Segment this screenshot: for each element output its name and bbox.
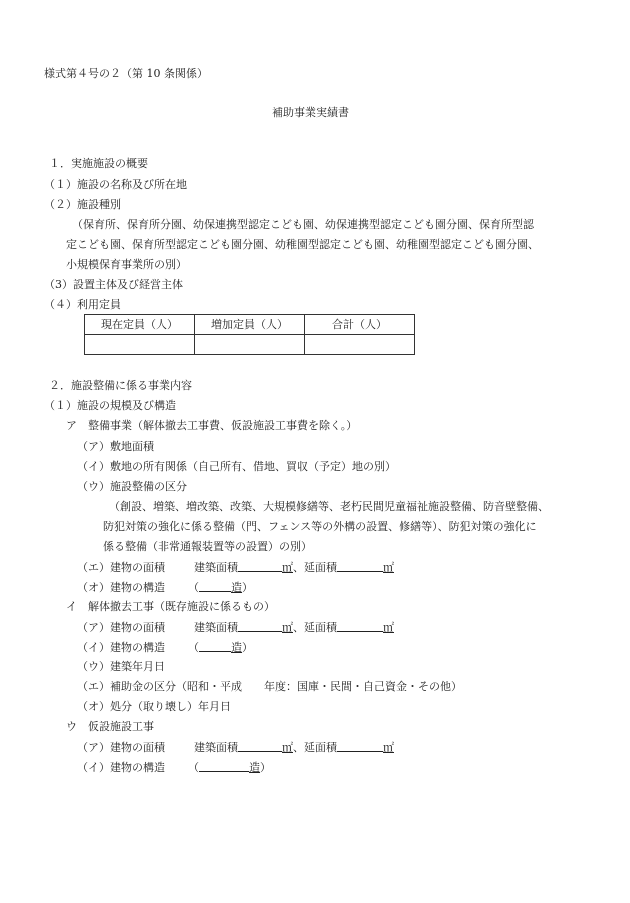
a-floor-area-caption: 、延面積 [293,561,337,574]
a-structure-input[interactable] [199,581,231,592]
b-structure-suffix: 造 [231,641,242,654]
c-structure-suffix: 造 [249,761,260,774]
a-floor-area-input[interactable] [337,561,383,572]
capacity-value-current[interactable] [85,335,195,355]
b-structure-input[interactable] [199,641,231,652]
b-building-area-unit: ㎡ [282,621,293,634]
c-structure-label: （イ）建物の構造 [77,761,165,774]
b-subsidy-category: （エ）補助金の区分（昭和・平成 年度：国庫・民間・自己資金・その他） [77,680,462,693]
c-floor-area-input[interactable] [337,741,383,752]
capacity-table-value-row [85,335,415,355]
b-building-area-input[interactable] [238,621,282,632]
b-building-area-row [77,621,394,633]
section2-heading: ２．施設整備に係る事業内容 [49,379,192,392]
a-category-note-line3: 係る整備（非常通報装置等の設置）の別） [103,540,312,553]
c-structure-row [77,761,271,773]
page-title: 補助事業実績書 [272,106,349,119]
b-structure-row [77,641,253,653]
c-building-area-row [77,741,394,753]
section1-item1: （１）施設の名称及び所在地 [44,178,187,191]
b-disposal-date: （オ）処分（取り壊し）年月日 [77,700,231,713]
capacity-header-current: 現在定員（人） [85,315,195,335]
facility-type-note-line2: 定こども園、保育所型認定こども園分園、幼稚園型認定こども園、幼稚園型認定こども園分園、 [66,238,539,251]
b-floor-area-input[interactable] [337,621,383,632]
capacity-value-total[interactable] [305,335,415,355]
section1-heading: １．実施施設の概要 [49,157,148,170]
b-structure-open: （ [188,641,199,654]
subsection-a-heading: ア 整備事業（解体撤去工事費、仮設施設工事費を除く。） [66,419,358,432]
a-construction-category: （ウ）施設整備の区分 [77,480,187,493]
a-floor-area-unit: ㎡ [383,561,394,574]
c-building-area-label: （ア）建物の面積 [77,741,165,754]
b-structure-label: （イ）建物の構造 [77,641,165,654]
facility-type-note-line1: （保育所、保育所分園、幼保連携型認定こども園、幼保連携型認定こども園分園、保育所型認 [72,218,534,231]
a-building-area-row [77,561,394,573]
section2-item1: （１）施設の規模及び構造 [44,399,176,412]
capacity-header-increase: 増加定員（人） [195,315,305,335]
a-building-area-label: （エ）建物の面積 [77,561,165,574]
a-structure-row [77,581,253,593]
c-building-area-input[interactable] [238,741,282,752]
subsection-c-heading: ウ 仮設施設工事 [66,720,154,733]
facility-type-note-line3: 小規模保育事業所の別） [66,258,187,271]
form-number: 様式第４号の２（第 10 条関係） [44,67,208,80]
a-building-area-input[interactable] [238,561,282,572]
a-building-area-caption: 建築面積 [194,561,238,574]
section1-item3: （3）設置主体及び経営主体 [44,278,183,291]
a-structure-suffix: 造 [231,581,242,594]
capacity-header-total: 合計（人） [305,315,415,335]
c-building-area-unit: ㎡ [282,741,293,754]
c-floor-area-caption: 、延面積 [293,741,337,754]
c-building-area-caption: 建築面積 [194,741,238,754]
b-building-area-caption: 建築面積 [194,621,238,634]
b-construction-date: （ウ）建築年月日 [77,660,165,673]
c-structure-close: ） [260,761,271,774]
a-structure-label: （オ）建物の構造 [77,581,165,594]
a-category-note-line1: （創設、増築、増改築、改築、大規模修繕等、老朽民間児童福祉施設整備、防音壁整備、 [109,500,549,513]
c-structure-open: （ [188,761,199,774]
c-structure-input[interactable] [199,761,249,772]
b-floor-area-unit: ㎡ [383,621,394,634]
section1-item2: （２）施設種別 [44,198,121,211]
b-structure-close: ） [242,641,253,654]
section1-item4: （４）利用定員 [44,298,121,311]
capacity-table-header-row [85,315,415,335]
b-building-area-label: （ア）建物の面積 [77,621,165,634]
a-site-ownership: （イ）敷地の所有関係（自己所有、借地、買収（予定）地の別） [77,460,396,473]
a-structure-open: （ [188,581,199,594]
a-site-area: （ア）敷地面積 [77,440,154,453]
subsection-b-heading: イ 解体撤去工事（既存施設に係るもの） [66,600,275,613]
a-structure-close: ） [242,581,253,594]
c-floor-area-unit: ㎡ [383,741,394,754]
b-floor-area-caption: 、延面積 [293,621,337,634]
capacity-value-increase[interactable] [195,335,305,355]
capacity-table [84,314,415,355]
a-building-area-unit: ㎡ [282,561,293,574]
a-category-note-line2: 防犯対策の強化に係る整備（門、フェンス等の外構の設置、修繕等）、防犯対策の強化に [103,520,537,533]
